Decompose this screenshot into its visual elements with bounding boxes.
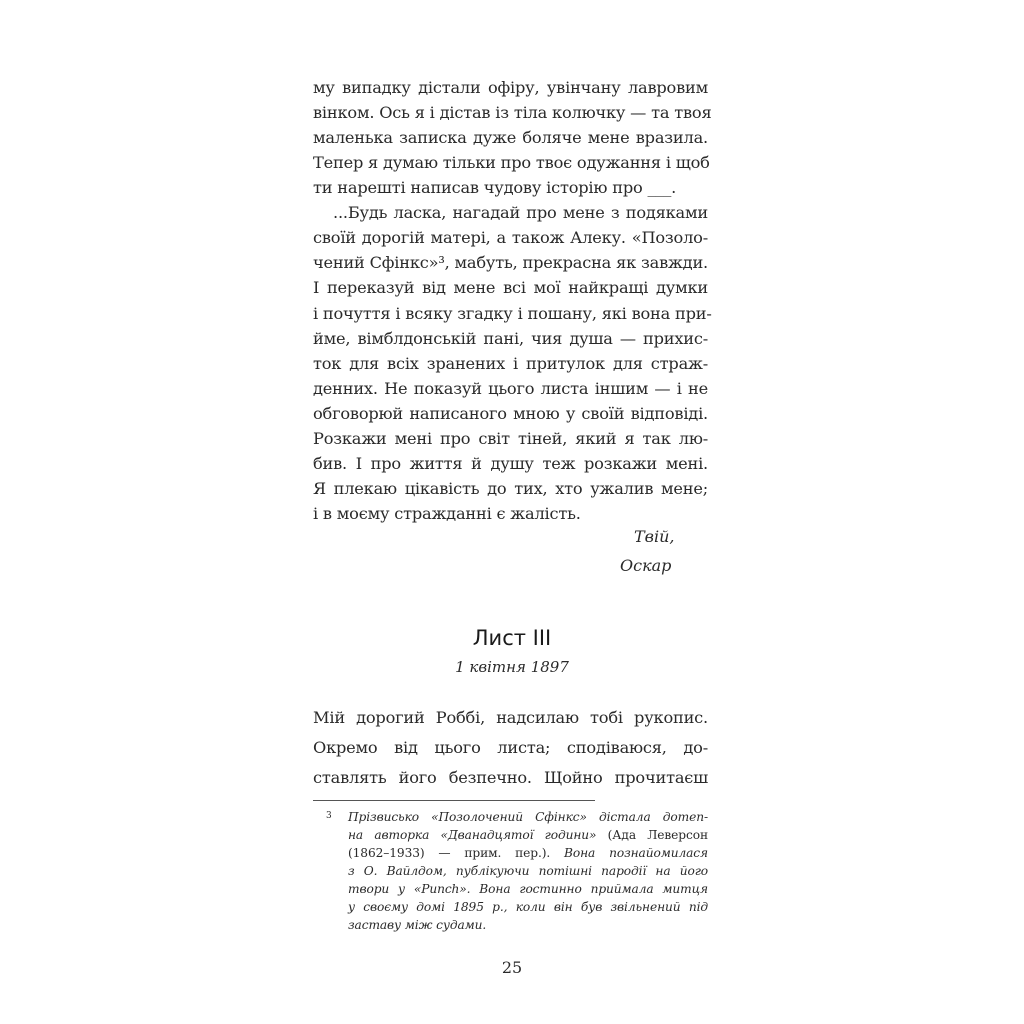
footnote-line: [348, 881, 708, 897]
body-line: ток для всіх зранених і притулок для страж-: [313, 353, 708, 373]
footnote-text: Вона познайомилася: [550, 846, 708, 860]
body-line: маленька записка дуже боляче мене вразила.: [313, 128, 708, 148]
body-line: І переказуй від мене всі мої найкращі думки: [313, 278, 708, 298]
footnote-text: з О. Вайлдом, публікуючи потішні пародії на його: [348, 864, 708, 878]
footnote-text: у своєму домі 1895 р., коли він був звільнений під: [348, 900, 708, 914]
footnote-number: 3: [326, 811, 332, 821]
body-line: Я плекаю цікавість до тих, хто ужалив мене;: [313, 478, 708, 498]
body-line: ти нарешті написав чудову історію про ___.: [313, 178, 677, 198]
body-line: і почуття і всяку згадку і пошану, які вона при-: [313, 303, 712, 323]
footnote-divider: [313, 800, 595, 801]
footnote-text: заставу між судами.: [348, 918, 487, 932]
letter-line: Мій дорогий Роббі, надсилаю тобі рукопис.: [313, 708, 708, 727]
body-line: йме, вімблдонській пані, чия душа — прихис-: [313, 328, 708, 348]
body-line: вінком. Ось я і дістав із тіла колючку — та твоя: [313, 103, 712, 123]
footnote-text: (1862–1933) — прим. пер.).: [348, 846, 551, 860]
body-line: му випадку дістали офіру, увінчану лавровим: [313, 78, 708, 97]
letter-date: 1 квітня 1897: [455, 658, 569, 676]
letter-line: ставлять його безпечно. Щойно прочитаєш: [313, 768, 708, 787]
letter-line: Окремо від цього листа; сподіваюся, до-: [313, 738, 708, 757]
body-line: обговорюй написаного мною у своїй відповіді.: [313, 403, 708, 423]
footnote-text: на авторка «Дванадцятої години»: [348, 828, 597, 842]
footnote-text: (Ада Леверсон: [596, 828, 708, 842]
body-line: ...Будь ласка, нагадай про мене з подяками: [333, 203, 708, 223]
body-line: і в моєму стражданні є жалість.: [313, 504, 581, 523]
footnote-text: твори у «Punch». Вона гостинно приймала митця: [348, 882, 708, 896]
body-line: денних. Не показуй цього листа іншим — і не: [313, 378, 708, 398]
signature-line1: Твій,: [634, 527, 675, 546]
footnote-line: [348, 827, 708, 843]
footnote-line: [348, 809, 708, 825]
footnote-line: [348, 863, 708, 879]
body-line: бив. І про життя й душу теж розкажи мені.: [313, 453, 708, 473]
footnote-line: [348, 845, 708, 861]
footnote-line: [348, 917, 708, 933]
body-line: чений Сфінкс»³, мабуть, прекрасна як завжди.: [313, 253, 708, 273]
body-line: Тепер я думаю тільки про твоє одужання і щоб: [313, 153, 710, 173]
page-number: 25: [501, 958, 523, 977]
body-line: своїй дорогій матері, а також Алеку. «Позоло-: [313, 228, 708, 248]
footnote-line: [348, 899, 708, 915]
body-line: Розкажи мені про світ тіней, який я так лю-: [313, 428, 708, 448]
footnote-text: Прізвисько «Позолочений Сфінкс» дістала дотеп-: [348, 810, 708, 824]
letter-title: Лист III: [472, 626, 552, 650]
signature-line2: Оскар: [620, 556, 672, 575]
